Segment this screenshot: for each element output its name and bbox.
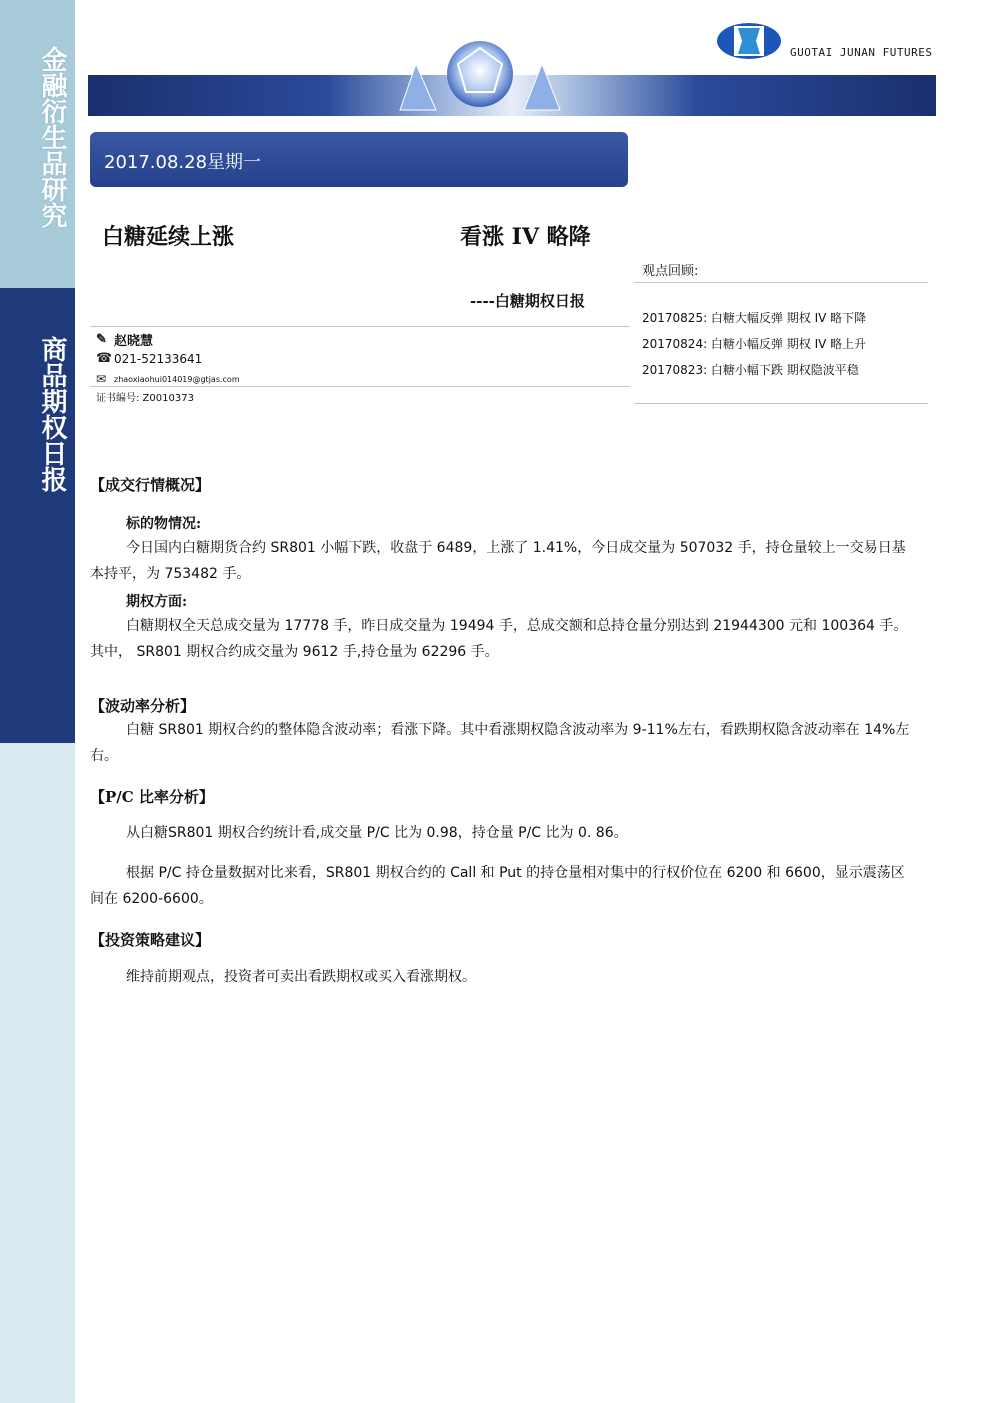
author-email[interactable]: zhaoxiaohui014019@gtjas.com (114, 374, 240, 384)
paragraph-options: 白糖期权全天总成交量为 17778 手，昨日成交量为 19494 手，总成交额和总持仓量分别达到 21944300 元和 100364 手。其中， SR801 期权合约成交量为 9612 手,持仓量为 62296 手。 (90, 618, 908, 660)
paragraph-underlying: 今日国内白糖期货合约 SR801 小幅下跌，收盘于 6489，上涨了 1.41%，今日成交量为 507032 手，持仓量较上一交易日基本持平，为 753482 手。 (90, 540, 906, 582)
section-title-volatility: 【波动率分析】 (90, 697, 196, 715)
author-divider-bottom (90, 386, 630, 387)
author-name: 赵晓慧 (114, 334, 154, 349)
author-cert: 证书编号: Z0010373 (96, 393, 194, 404)
review-item: 20170825: 白糖大幅反弹 期权 IV 略下降 (642, 311, 867, 325)
paragraph-pc-range: 根据 P/C 持仓量数据对比来看，SR801 期权合约的 Call 和 Put 的持仓量相对集中的行权价位在 6200 和 6600，显示震荡区间在 6200-6600。 (90, 865, 905, 907)
mail-icon: ✉ (96, 372, 107, 386)
author-phone: 021-52133641 (114, 351, 203, 366)
review-item: 20170823: 白糖小幅下跌 期权隐波平稳 (642, 363, 859, 377)
paragraph-volatility: 白糖 SR801 期权合约的整体隐含波动率；看涨下降。其中看涨期权隐含波动率为 9-11%左右，看跌期权隐含波动率在 14%左右。 (90, 722, 910, 764)
report-subtitle: ----白糖期权日报 (470, 292, 585, 310)
author-name-row (96, 330, 153, 349)
review-heading: 观点回顾: (642, 264, 699, 279)
report-title-left: 白糖延续上涨 (102, 224, 235, 250)
phone-icon: ☎ (96, 351, 113, 366)
section-title-strategy: 【投资策略建议】 (90, 931, 211, 949)
report-date: 2017.08.28星期一 (90, 132, 628, 187)
paragraph-strategy: 维持前期观点，投资者可卖出看跌期权或买入看涨期权。 (126, 969, 476, 985)
author-divider-top (90, 326, 630, 327)
company-logo-icon (716, 22, 782, 60)
paragraph-pc-ratio: 从白糖SR801 期权合约统计看,成交量 P/C 比为 0.98，持仓量 P/C 比为 0. 86。 (126, 825, 628, 841)
pencil-icon: ✎ (96, 332, 107, 347)
sidebar-bottom-band (0, 743, 75, 1403)
subsection-options: 期权方面: (126, 594, 188, 610)
review-divider-bottom (634, 403, 928, 404)
subsection-underlying: 标的物情况: (126, 516, 202, 532)
sidebar-report-label: 商品期权日报 (37, 336, 67, 492)
review-item: 20170824: 白糖小幅反弹 期权 IV 略上升 (642, 337, 867, 351)
review-divider-top (634, 282, 928, 283)
author-email-row (96, 372, 240, 386)
section-title-trading: 【成交行情概况】 (90, 476, 211, 494)
report-title-right: 看涨 IV 略降 (460, 224, 591, 250)
company-logo-text: GUOTAI JUNAN FUTURES (790, 46, 933, 59)
section-title-pc-ratio: 【P/C 比率分析】 (90, 788, 214, 806)
author-phone-row (96, 351, 202, 366)
sidebar-research-label: 金融衍生品研究 (37, 46, 67, 228)
diamond-icon (390, 40, 570, 116)
